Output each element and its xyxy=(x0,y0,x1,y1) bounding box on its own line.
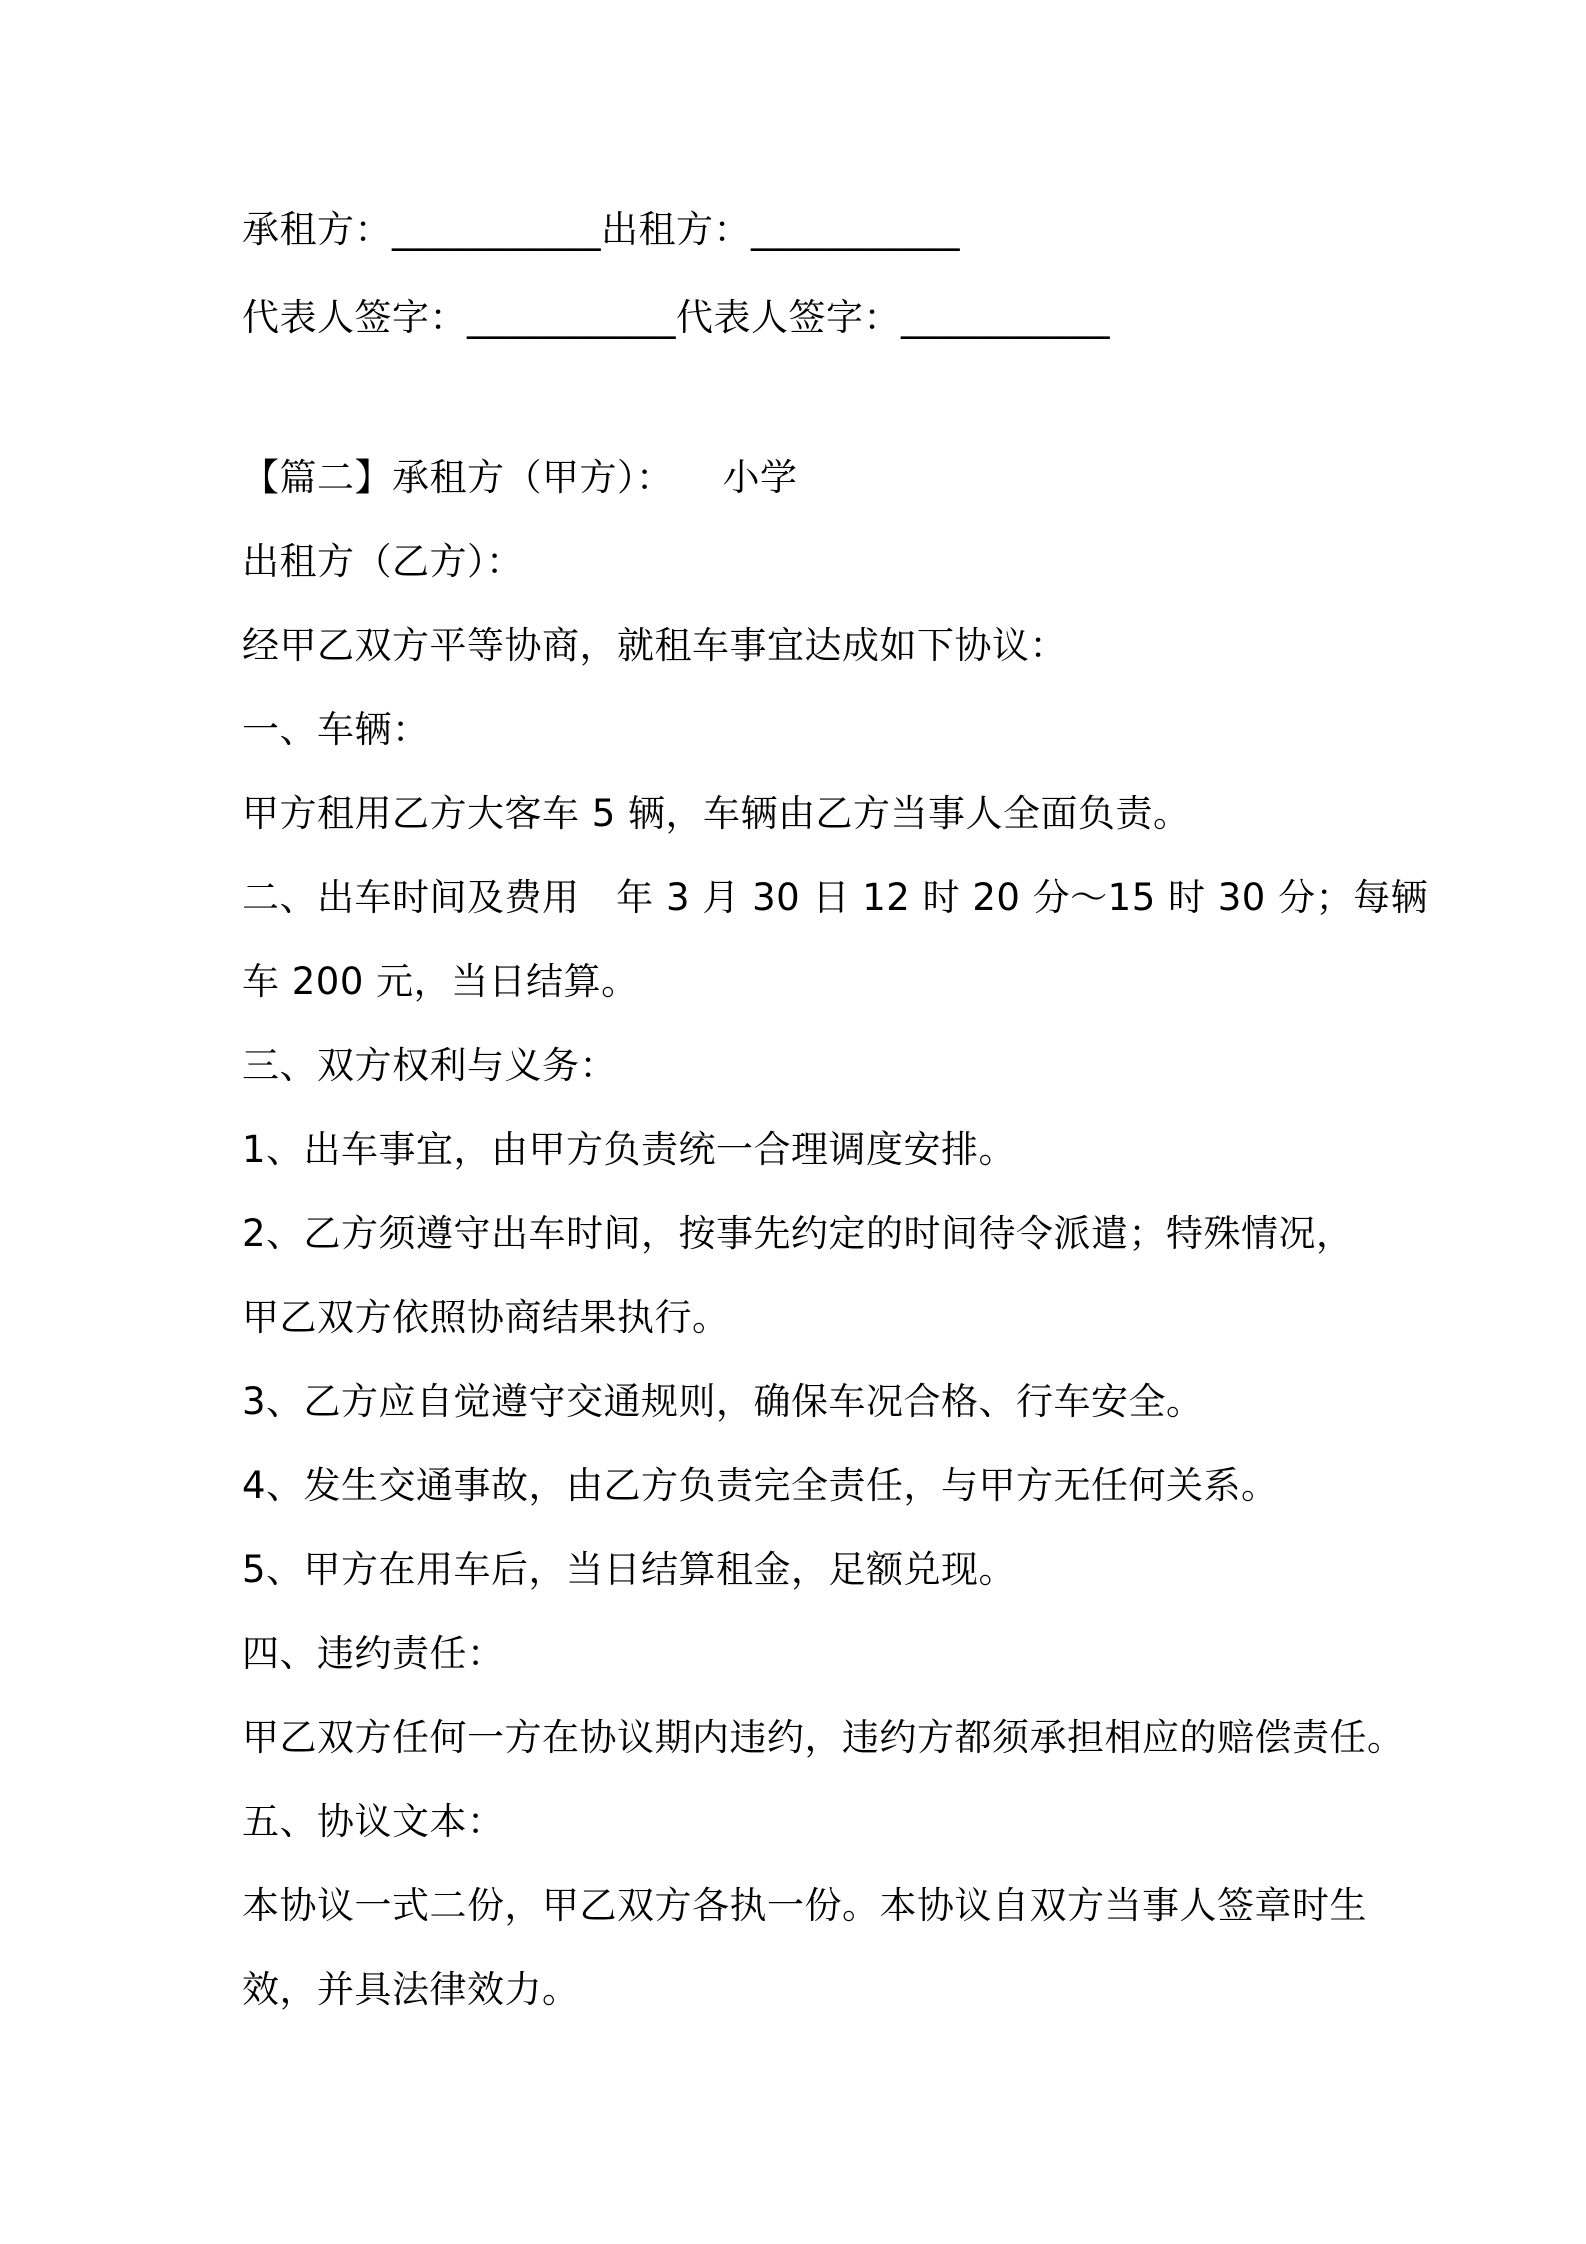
section-heading: 【篇二】承租方（甲方）： 小学 xyxy=(242,456,798,499)
clause-1-title: 一、车辆： xyxy=(242,708,430,751)
clause-2-line-1: 二、出车时间及费用 年 3 月 30 日 12 时 20 分～15 时 30 分；每辆 xyxy=(242,876,1429,919)
signature-line-representatives: 代表人签字：___________代表人签字：___________ xyxy=(242,296,1110,339)
clause-3-item-5: 5、甲方在用车后，当日结算租金，足额兑现。 xyxy=(242,1548,1017,1591)
clause-1-body: 甲方租用乙方大客车 5 辆，车辆由乙方当事人全面负责。 xyxy=(242,792,1191,835)
clause-3-item-2-line-1: 2、乙方须遵守出车时间，按事先约定的时间待令派遣；特殊情况， xyxy=(242,1212,1354,1255)
intro-paragraph: 经甲乙双方平等协商，就租车事宜达成如下协议： xyxy=(242,624,1067,667)
clause-3-item-2-line-2: 甲乙双方依照协商结果执行。 xyxy=(242,1296,730,1339)
signature-line-parties: 承租方：___________出租方：___________ xyxy=(242,208,960,251)
lessor-line: 出租方（乙方）： xyxy=(242,540,524,583)
clause-3-item-1: 1、出车事宜，由甲方负责统一合理调度安排。 xyxy=(242,1128,1017,1171)
clause-2-line-2: 车 200 元，当日结算。 xyxy=(242,960,639,1003)
clause-4-title: 四、违约责任： xyxy=(242,1632,505,1675)
clause-3-title: 三、双方权利与义务： xyxy=(242,1044,617,1087)
clause-5-title: 五、协议文本： xyxy=(242,1800,505,1843)
clause-5-line-1: 本协议一式二份，甲乙双方各执一份。本协议自双方当事人签章时生 xyxy=(242,1884,1367,1927)
clause-4-body: 甲乙双方任何一方在协议期内违约，违约方都须承担相应的赔偿责任。 xyxy=(242,1716,1405,1759)
clause-3-item-4: 4、发生交通事故，由乙方负责完全责任，与甲方无任何关系。 xyxy=(242,1464,1279,1507)
clause-3-item-3: 3、乙方应自觉遵守交通规则，确保车况合格、行车安全。 xyxy=(242,1380,1204,1423)
clause-5-line-2: 效，并具法律效力。 xyxy=(242,1968,580,2011)
